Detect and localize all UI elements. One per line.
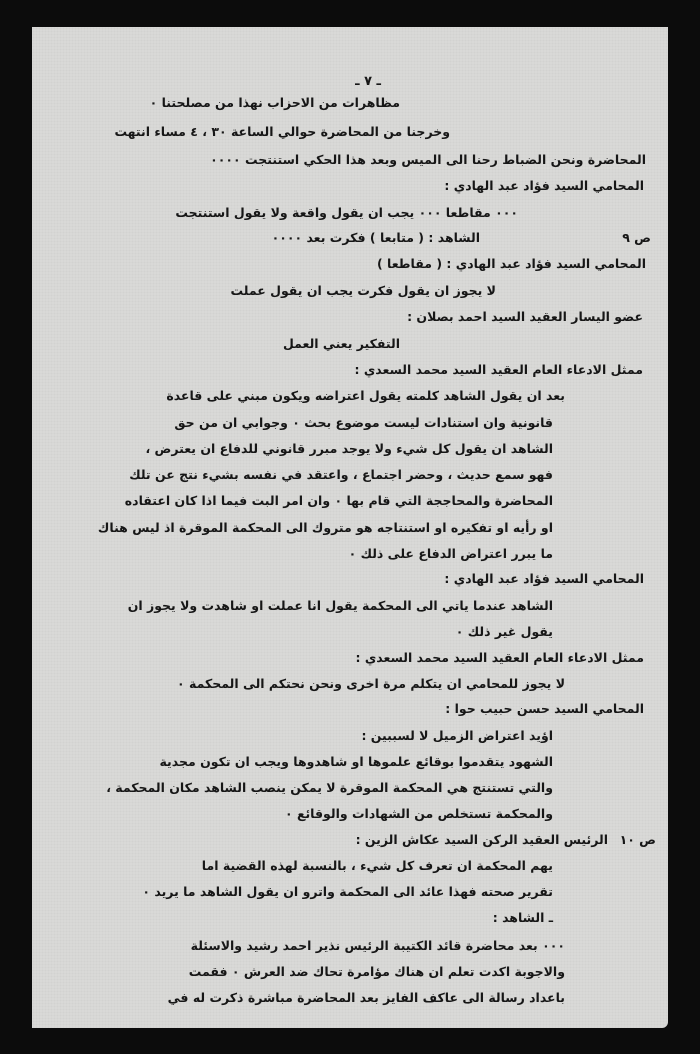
text-line: باعداد رسالة الى عاكف الفايز بعد المحاضرة مباشرة ذكرت له في	[167, 990, 565, 1005]
text-line: فهو سمع حديث ، وحضر اجتماع ، واعتقد في نفسه بشيء نتج عن تلك	[129, 467, 553, 482]
text-line: والاجوبة اكدت تعلم ان هناك مؤامرة تحاك ضد العرش ٠ فقمت	[188, 964, 565, 979]
text-line: المحاضرة والمحاججة التي قام بها ٠ وان امر البت فيما اذا كان اعتقاده	[124, 493, 553, 508]
speaker-heading: المحامي السيد فؤاد عبد الهادي :	[444, 571, 644, 586]
text-line: مظاهرات من الاحزاب نهذا من مصلحتنا ٠	[149, 95, 400, 110]
text-line: الشهود يتقدموا بوقائع علموها او شاهدوها ويجب ان تكون مجدية	[159, 754, 553, 769]
speaker-heading: المحامي السيد فؤاد عبد الهادي : ( مقاطعا )	[376, 256, 646, 271]
text-line: تقرير صحته فهذا عائد الى المحكمة واترو ان يقول الشاهد ما يريد ٠	[142, 884, 553, 899]
text-line: يقول غير ذلك ٠	[455, 624, 553, 639]
speaker-heading: عضو اليسار العقيد السيد احمد بصلان :	[407, 309, 643, 324]
text-line: الشاهد : ( متابعا ) فكرت بعد ٠٠٠٠	[271, 230, 480, 245]
text-line: وخرجنا من المحاضرة حوالي الساعة ٣٠ ، ٤ مساء انتهت	[114, 124, 450, 139]
text-line: او رأيه او تفكيره او استنتاجه هو متروك الى المحكمة الموقرة اذ ليس هناك	[97, 520, 553, 535]
text-line: ما يبرر اعتراض الدفاع على ذلك ٠	[348, 546, 553, 561]
text-line: ٠٠٠ مقاطعا ٠٠٠ يجب ان يقول واقعة ولا يقول استنتجت	[175, 205, 518, 220]
text-line: بعد ان يقول الشاهد كلمته يقول اعتراضه ويكون مبني على قاعدة	[166, 388, 565, 403]
margin-note: ص ٩	[622, 230, 651, 245]
text-line: الشاهد ان يقول كل شيء ولا يوجد مبرر قانوني للدفاع ان يعترض ،	[145, 441, 553, 456]
speaker-heading: ـ الشاهد :	[492, 910, 553, 925]
text-line: اؤيد اعتراض الزميل لا لسببين :	[361, 728, 553, 743]
text-line: لا يجوز ان يقول فكرت يجب ان يقول عملت	[230, 283, 496, 298]
speaker-heading: ممثل الادعاء العام العقيد السيد محمد السعدي :	[354, 362, 643, 377]
speaker-heading: المحامي السيد حسن حبيب حوا :	[445, 701, 644, 716]
text-line: ٠٠٠ بعد محاضرة قائد الكتيبة الرئيس نذير احمد رشيد والاسئلة	[190, 938, 565, 953]
speaker-heading: ممثل الادعاء العام العقيد السيد محمد السعدي :	[355, 650, 644, 665]
text-line: الشاهد عندما ياتي الى المحكمة يقول انا عملت او شاهدت ولا يجوز ان	[127, 598, 553, 613]
text-line: التفكير يعني العمل	[283, 336, 400, 351]
text-line: المحاضرة ونحن الضباط رحنا الى الميس وبعد هذا الحكي استنتجت ٠٠٠٠	[210, 152, 646, 167]
text-line: يهم المحكمة ان تعرف كل شيء ، بالنسبة لهذه القضية اما	[201, 858, 553, 873]
text-line: لا يجوز للمحامي ان يتكلم مرة اخرى ونحن نحتكم الى المحكمة ٠	[177, 676, 565, 691]
speaker-heading: المحامي السيد فؤاد عبد الهادي :	[444, 178, 644, 193]
text-line: قانونية وان استنادات ليست موضوع بحث ٠ وجوابي ان من حق	[174, 415, 553, 430]
margin-note: ص ١٠	[619, 832, 656, 847]
text-line: والتي تستنتج هي المحكمة الموقرة لا يمكن ينصب الشاهد مكان المحكمة ،	[106, 780, 553, 795]
document-page	[32, 27, 668, 1028]
speaker-heading: الرئيس العقيد الركن السيد عكاش الزين :	[355, 832, 608, 847]
page-number: ـ ٧ ـ	[355, 74, 381, 89]
text-line: والمحكمة تستخلص من الشهادات والوقائع ٠	[284, 806, 553, 821]
